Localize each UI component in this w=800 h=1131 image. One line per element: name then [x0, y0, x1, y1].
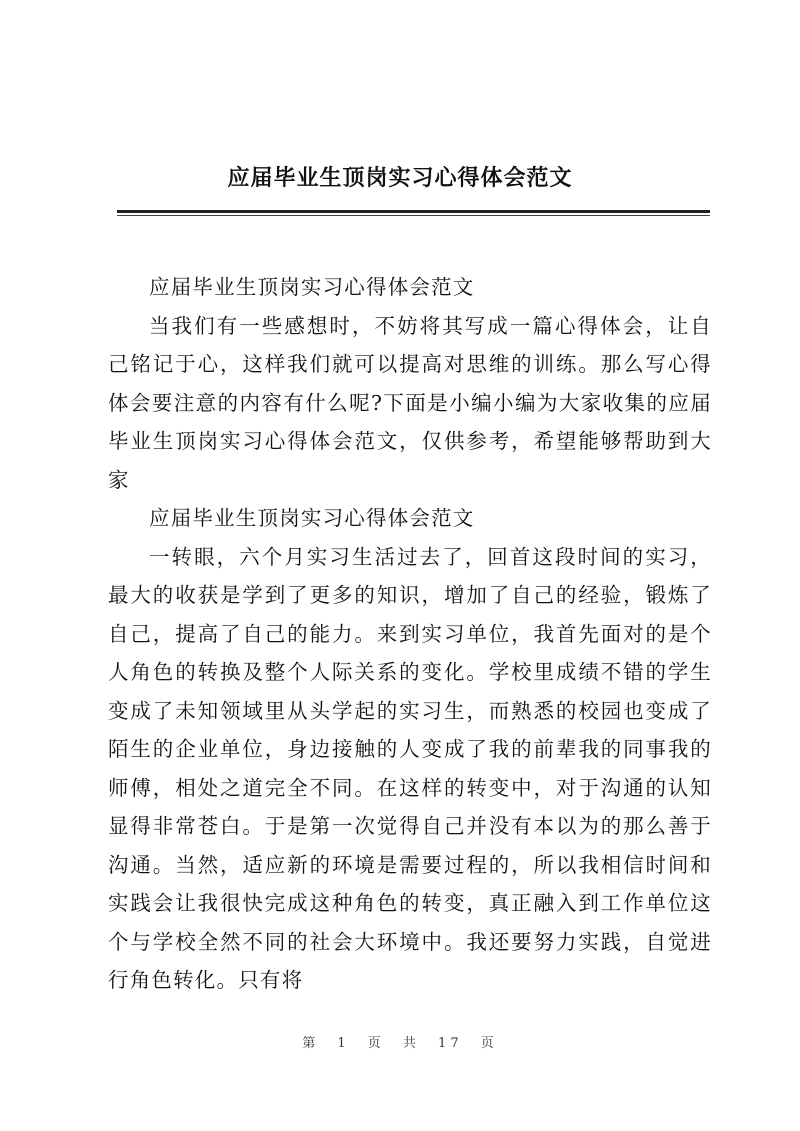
title-divider-thin [117, 215, 710, 216]
document-body [108, 268, 712, 1000]
title-divider [117, 210, 710, 213]
paragraph-subtitle: 应届毕业生顶岗实习心得体会范文 [149, 275, 475, 299]
paragraph-intro: 当我们有一些感想时，不妨将其写成一篇心得体会，让自己铭记于心，这样我们就可以提高对思维的训练。那么写心得体会要注意的内容有什么呢?下面是小编小编为大家收集的应届毕业生顶岗实习心得体会范文，仅供参考，希望能够帮助到大家 [108, 313, 712, 492]
paragraph-section-title: 应届毕业生顶岗实习心得体会范文 [149, 506, 475, 530]
document-title: 应届毕业生顶岗实习心得体会范文 [227, 165, 573, 191]
page-number: 第 1 页 共 17 页 [302, 1036, 498, 1051]
paragraph-main: 一转眼，六个月实习生活过去了，回首这段时间的实习，最大的收获是学到了更多的知识，增加了自己的经验，锻炼了自己，提高了自己的能力。来到实习单位，我首先面对的是个人角色的转换及整个人际关系的变化。学校里成绩不错的学生变成了未知领域里从头学起的实习生，而熟悉的校园也变成了陌生的企业单位，身边接触的人变成了我的前辈我的同事我的师傅，相处之道完全不同。在这样的转变中，对于沟通的认知显得非常苍白。于是第一次觉得自己并没有本以为的那么善于沟通。当然，适应新的环境是需要过程的，所以我相信时间和实践会让我很快完成这种角色的转变，真正融入到工作单位这个与学校全然不同的社会大环境中。我还要努力实践，自觉进行角色转化。只有将 [108, 544, 712, 992]
